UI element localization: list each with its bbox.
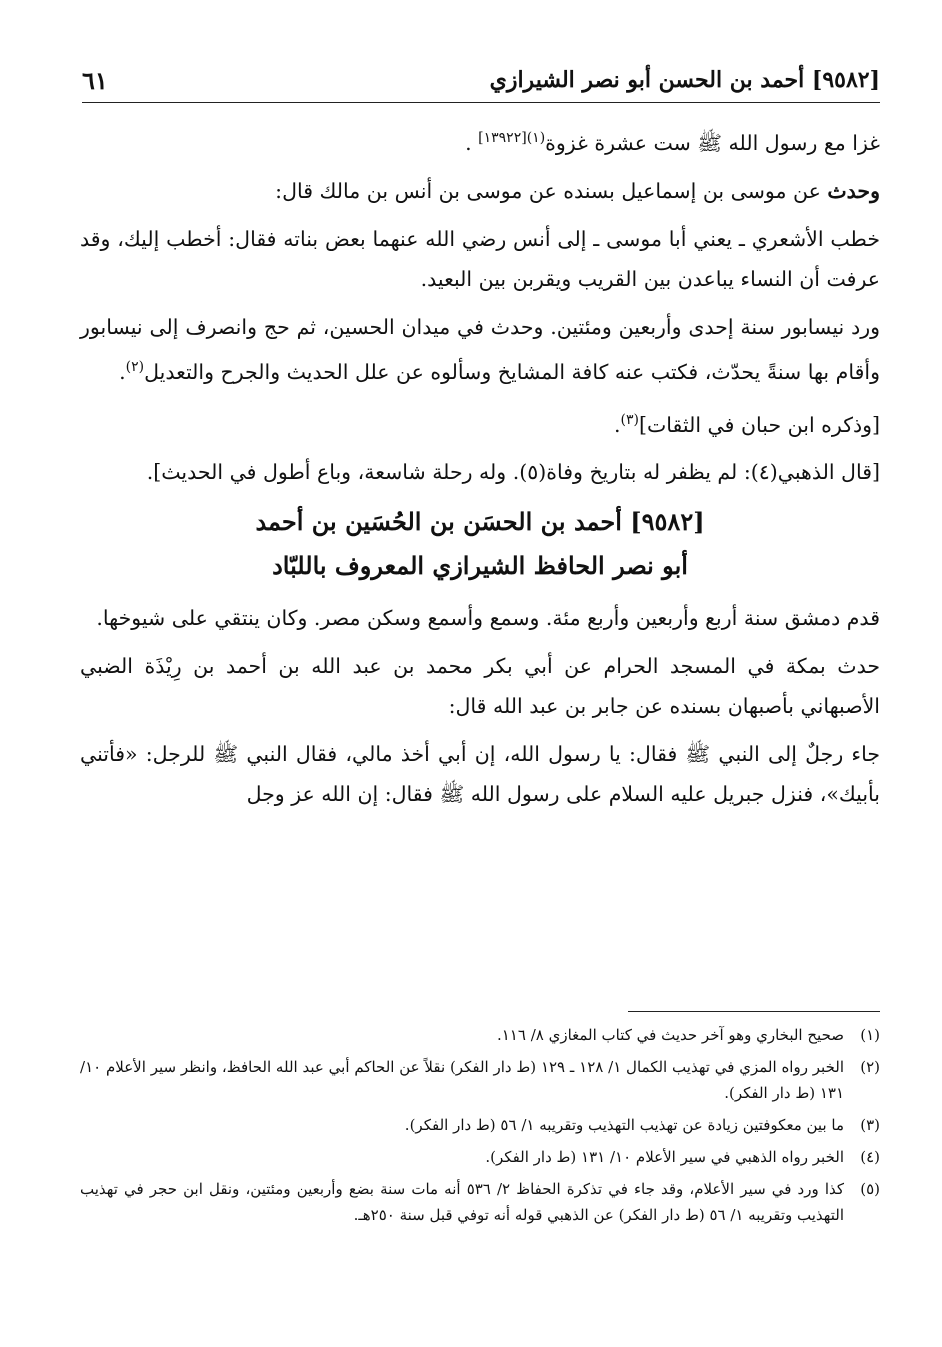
footnote-number: (٣) <box>860 1116 880 1134</box>
paragraph: جاء رجلٌ إلى النبي ﷺ فقال: يا رسول الله، إن أبي أخذ مالي، فقال النبي ﷺ للرجل: «فأتني بأبيك»، فنزل جبريل عليه السلام على رسول الله ﷺ فقال: إن الله عز وجل <box>80 742 880 807</box>
footnote-number: (١) <box>860 1026 880 1044</box>
footnote-number: (٤) <box>860 1148 880 1166</box>
paragraph: [وذكره ابن حبان في الثقات]$^{(٣)}$. <box>614 411 880 437</box>
entry-heading <box>80 500 880 588</box>
paragraph: ورد نيسابور سنة إحدى وأربعين ومئتين. وحدث في ميدان الحسين، ثم حج وانصرف إلى نيسابور وأقام بها سنةً يحدّث، فكتب عنه كافة المشايخ وسألوه عن علل الحديث والجرح والتعديل$^{(٢)}$. <box>80 314 880 384</box>
footnote-text: ما بين معكوفتين زيادة عن تهذيب التهذيب وتقريبه ١/ ٥٦ (ط دار الفكر). <box>404 1116 844 1134</box>
running-title: [٩٥٨٢] أحمد بن الحسن أبو نصر الشيرازي <box>489 67 880 93</box>
page-header <box>82 58 880 103</box>
main-text <box>80 118 880 822</box>
entry-heading-line: أبو نصر الحافظ الشيرازي المعروف باللبّاد <box>272 551 688 581</box>
lead-word: وحدث <box>827 178 880 203</box>
paragraph: قدم دمشق سنة أربع وأربعين وأربع مئة. وسمع وأسمع وسكن مصر. وكان ينتقي على شيوخها. <box>96 606 880 631</box>
paragraph: [قال الذهبي(٤): لم يظفر له بتاريخ وفاة(٥). وله رحلة شاسعة، وباع أطول في الحديث]. <box>146 460 880 485</box>
footnote-item <box>80 1176 880 1228</box>
footnote-ref: (١)[١٣٩٢٢] <box>478 130 546 146</box>
footnote-item <box>80 1054 880 1106</box>
footnote-text: الخبر رواه الذهبي في سير الأعلام ١٠/ ١٣١ (ط دار الفكر). <box>485 1148 844 1166</box>
page-number: ٦١ <box>82 65 108 95</box>
footnote-text: الخبر رواه المزي في تهذيب الكمال ١/ ١٢٨ ـ ١٢٩ (ط دار الفكر) نقلاً عن الحاكم أبي عبد الله الحافظ، وانظر سير الأعلام ١٠/ ١٣١ (ط دار الفكر). <box>80 1058 844 1102</box>
paragraph: غزا مع رسول الله ﷺ ست عشرة غزوة$^{(١)[١٣٩٢٢]}$ . <box>465 130 880 155</box>
footnote-item <box>80 1144 880 1170</box>
footnote-number: (٥) <box>860 1180 880 1198</box>
footnote-number: (٢) <box>860 1058 880 1076</box>
footnotes <box>80 1022 880 1234</box>
paragraph: وحدث عن موسى بن إسماعيل بسنده عن موسى بن أنس بن مالك قال: <box>275 178 880 203</box>
entry-heading-line: [٩٥٨٢] أحمد بن الحسَن بن الحُسَين بن أحمد <box>255 507 705 537</box>
footnote-item <box>80 1112 880 1138</box>
footnote-divider <box>628 1011 880 1012</box>
paragraph: حدث بمكة في المسجد الحرام عن أبي بكر محمد بن عبد الله بن أحمد بن رِيْذَة الضبي الأصبهاني بأصبهان بسنده عن جابر بن عبد الله قال: <box>80 654 880 719</box>
footnote-text: صحيح البخاري وهو آخر حديث في كتاب المغازي ٨/ ١١٦. <box>496 1026 844 1044</box>
footnote-text: كذا ورد في سير الأعلام، وقد جاء في تذكرة الحفاظ ٢/ ٥٣٦ أنه مات سنة بضع وأربعين ومئتين، ونقل ابن حجر في تهذيب التهذيب وتقريبه ١/ ٥٦ (ط دار الفكر) عن الذهبي قوله أنه توفي قبل سنة ٢٥٠هـ. <box>80 1180 844 1224</box>
footnote-item <box>80 1022 880 1048</box>
footnote-ref: (٣) <box>620 411 639 428</box>
paragraph: خطب الأشعري ـ يعني أبا موسى ـ إلى أنس رضي الله عنهما بعض بناته فقال: أخطب إليك، وقد عرفت أن النساء يباعدن بين القريب ويقربن بين البعيد. <box>80 226 880 291</box>
footnote-ref: (٢) <box>125 358 145 375</box>
